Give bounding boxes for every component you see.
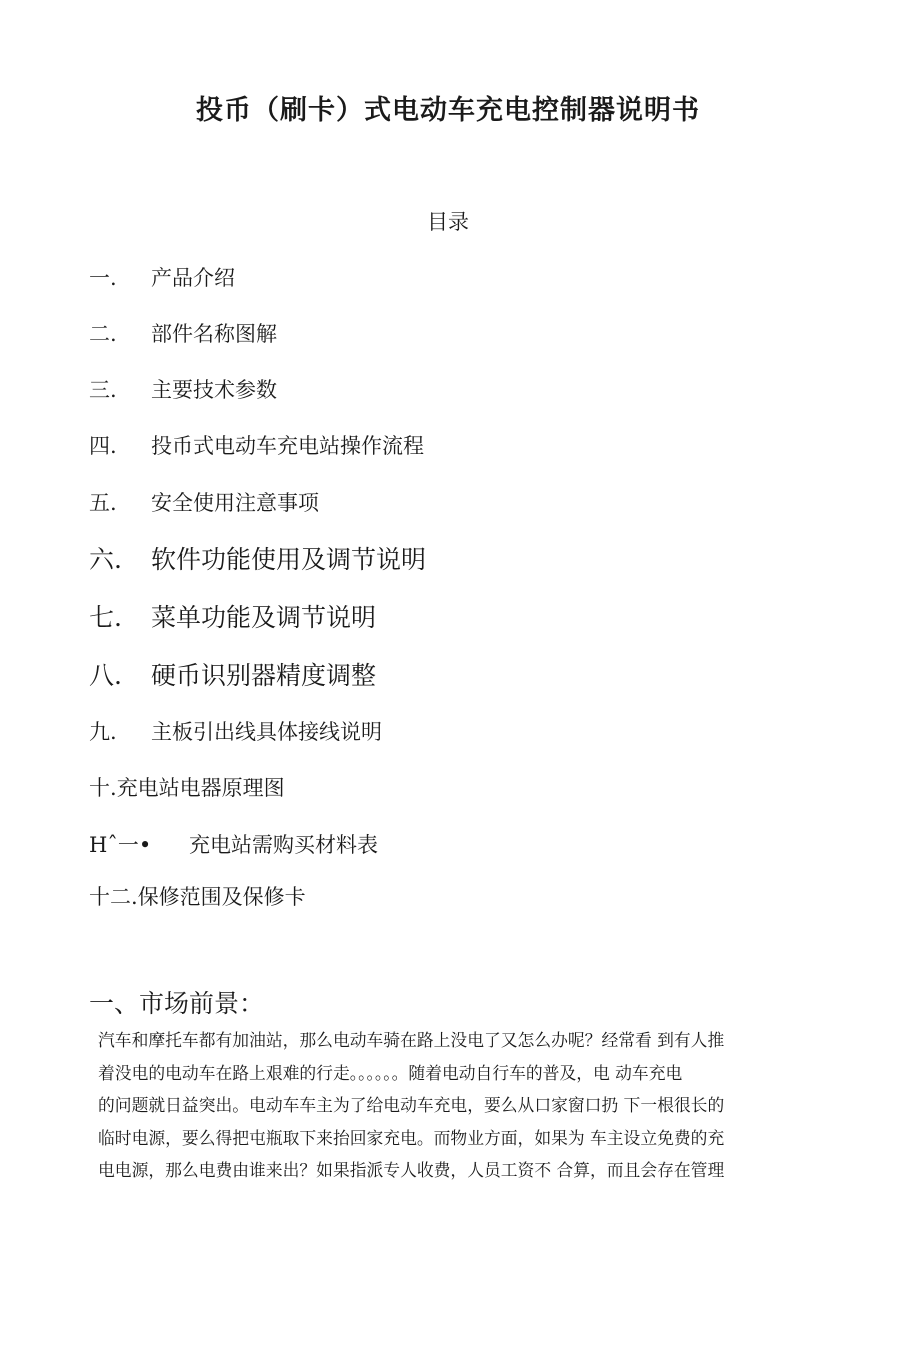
toc-item-text: 主要技术参数 xyxy=(151,378,277,402)
toc-item-number: 九. xyxy=(89,720,117,744)
toc-item-number: 三. xyxy=(89,378,117,402)
toc-item-text: 保修范围及保修卡 xyxy=(137,885,306,909)
toc-item-text: 投币式电动车充电站操作流程 xyxy=(151,434,424,458)
toc-item xyxy=(89,262,235,292)
toc-item xyxy=(89,540,426,576)
toc-item-text: 充电站电器原理图 xyxy=(116,776,285,800)
document-title: 投币（刷卡）式电动车充电控制器说明书 xyxy=(196,95,700,126)
market-paragraph xyxy=(98,1024,808,1187)
toc-item-number: 四. xyxy=(89,434,117,458)
toc-item-text: 产品介绍 xyxy=(151,266,235,290)
toc-item-number: 七. xyxy=(89,603,122,632)
toc-item-text: 部件名称图解 xyxy=(151,322,277,346)
toc-item-number: 八. xyxy=(89,661,122,690)
toc-item xyxy=(89,716,382,746)
toc-item xyxy=(89,598,376,634)
toc-item xyxy=(89,881,306,911)
toc-item-text: 充电站需购买材料表 xyxy=(189,833,378,857)
toc-item-number: Hˆ一• xyxy=(89,833,152,857)
toc-item-number: 五. xyxy=(89,491,117,515)
toc-item xyxy=(89,374,277,404)
toc-item xyxy=(89,656,376,692)
paragraph-line: 临时电源，要么得把屯瓶取下来抬回家充电。而物业方面，如果为 车主设立免费的充 xyxy=(98,1127,725,1148)
paragraph-line: 着没电的电动车在路上艰难的行走。。。。。。随着电动自行车的普及，电 动车充电 xyxy=(98,1062,683,1083)
toc-item-text: 安全使用注意事项 xyxy=(151,491,319,515)
toc-item xyxy=(89,318,277,348)
toc-item-number: 十. xyxy=(89,776,117,800)
toc-item-text: 主板引出线具体接线说明 xyxy=(151,720,382,744)
paragraph-line: 汽车和摩托车都有加油站，那么电动车骑在路上没电了又怎么办呢？经常看 到有人推 xyxy=(98,1030,725,1050)
toc-item xyxy=(89,487,319,517)
toc-item-number: 一. xyxy=(89,266,117,290)
toc-item-number: 二. xyxy=(89,322,117,346)
toc-item xyxy=(89,829,378,859)
toc-item xyxy=(89,430,424,460)
toc-item-text: 硬币识别器精度调整 xyxy=(151,661,377,690)
paragraph-line: 的问题就日益突出。电动车车主为了给电动车充电，要么从口家窗口扔 下一根很长的 xyxy=(98,1095,725,1116)
paragraph-line: 电电源，那么电费由谁来出？如果指派专人收费，人员工资不 合算，而且会存在管理 xyxy=(98,1160,725,1181)
toc-item-text: 软件功能使用及调节说明 xyxy=(151,545,427,574)
toc-item-number: 六. xyxy=(89,545,122,574)
toc-item xyxy=(89,772,285,802)
toc-item-number: 十二. xyxy=(89,885,138,909)
section-heading: 一、市场前景： xyxy=(89,989,265,1018)
toc-heading: 目录 xyxy=(427,210,469,234)
toc-item-text: 菜单功能及调节说明 xyxy=(151,603,377,632)
